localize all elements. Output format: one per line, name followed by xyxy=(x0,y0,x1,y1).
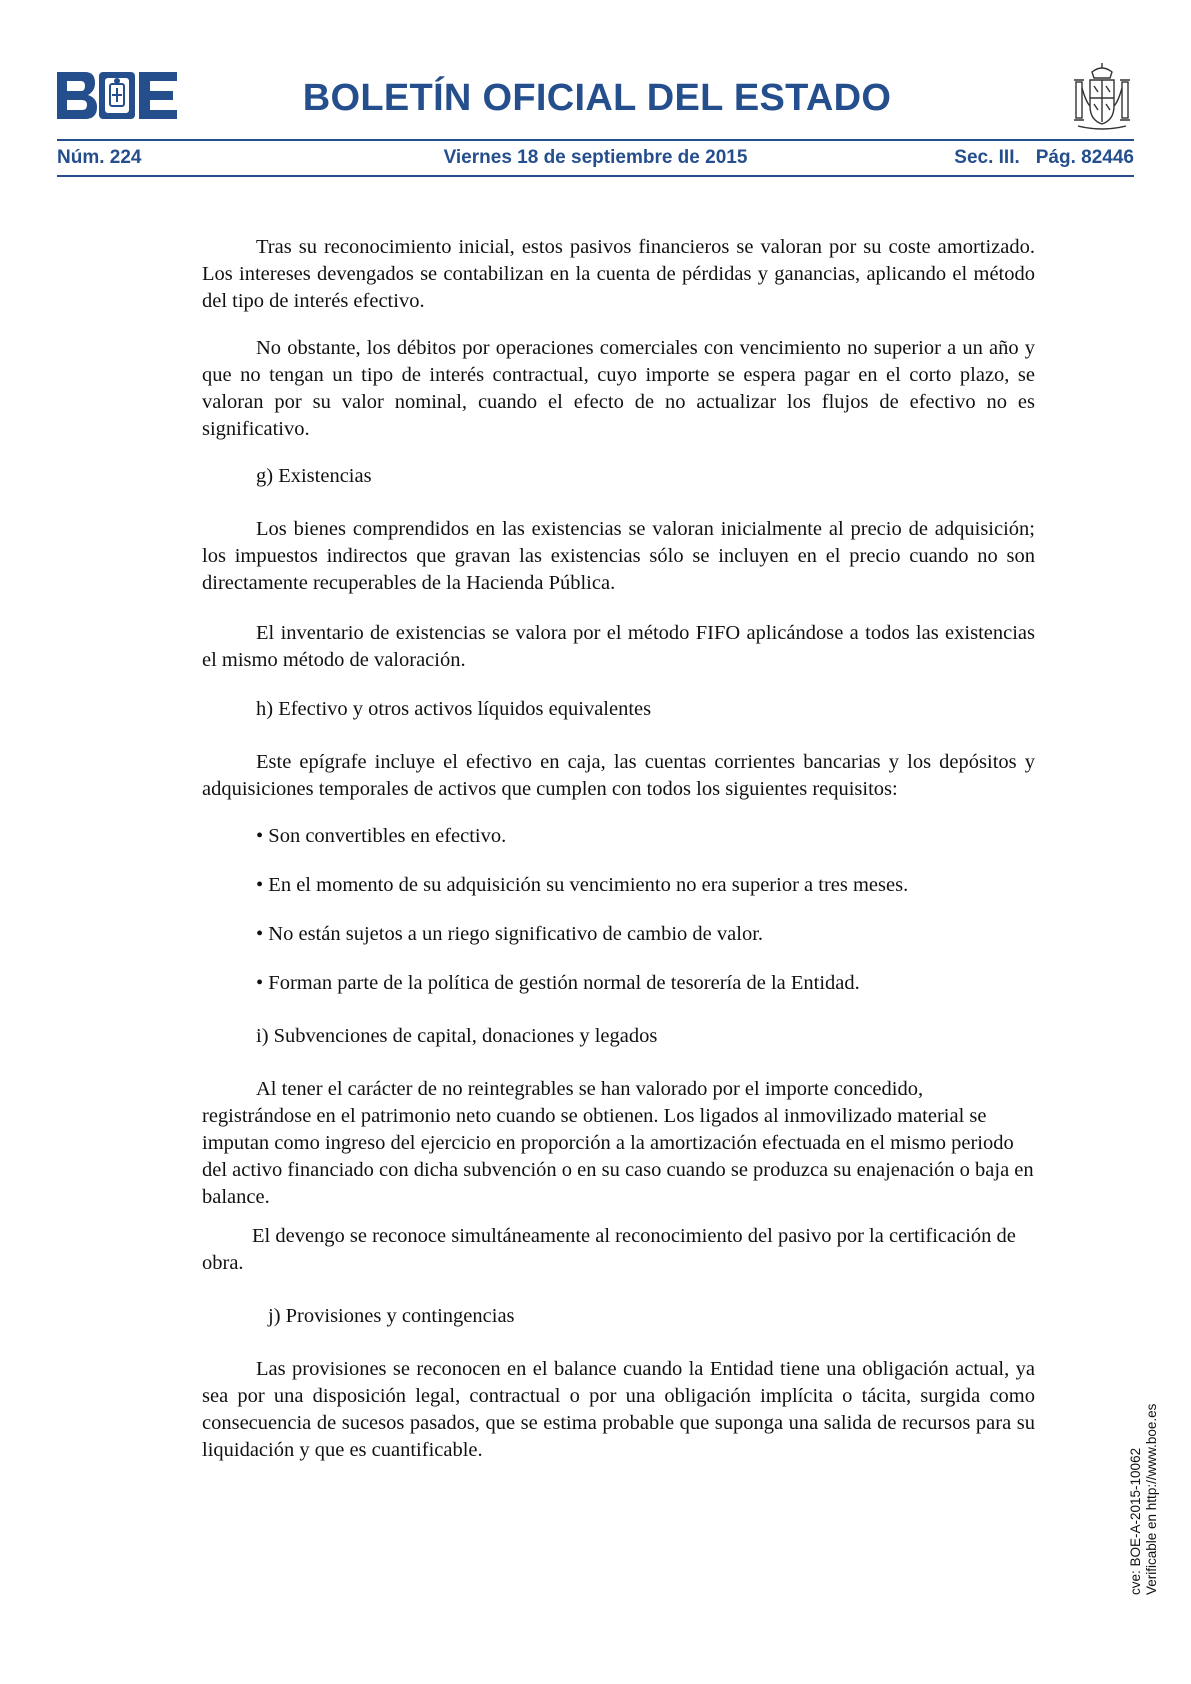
section-heading-j: j) Provisiones y contingencias xyxy=(268,1305,515,1327)
paragraph: Este epígrafe incluye el efectivo en caja, las cuentas corrientes bancarias y los depósitos y adquisiciones temporales de activos que cumplen con todos los siguientes requisitos: xyxy=(202,751,1035,800)
section-heading-h: h) Efectivo y otros activos líquidos equivalentes xyxy=(256,698,652,720)
page-header xyxy=(57,68,1134,180)
section-page xyxy=(938,145,1134,171)
boe-logo xyxy=(57,72,177,119)
list-item: • Son convertibles en efectivo. xyxy=(256,825,507,847)
coat-of-arms-icon xyxy=(1070,62,1134,132)
document-body xyxy=(202,234,1035,1464)
section-label: Sec. III. xyxy=(954,147,1020,168)
list-item: • Forman parte de la política de gestión normal de tesorería de la Entidad. xyxy=(256,972,860,994)
section-heading-i: i) Subvenciones de capital, donaciones y legados xyxy=(256,1025,658,1047)
section-heading-g: g) Existencias xyxy=(256,465,372,487)
issue-date: Viernes 18 de septiembre de 2015 xyxy=(443,147,748,168)
header-rule-top xyxy=(57,139,1134,141)
paragraph: Las provisiones se reconocen en el balance cuando la Entidad tiene una obligación actual, ya sea por una disposición legal, contractual o por una obligación implícita o tácita, surgida como consecuencia de sucesos pasados, que se estima probable que suponga una salida de recursos para su liquidación y que es cuantificable. xyxy=(202,1358,1035,1461)
list-item: • No están sujetos a un riego significativo de cambio de valor. xyxy=(256,923,764,945)
paragraph: Tras su reconocimiento inicial, estos pasivos financieros se valoran por su coste amortizado. Los intereses devengados se contabilizan en la cuenta de pérdidas y ganancias, aplicando el método del tipo de interés efectivo. xyxy=(202,236,1035,312)
verification-url: Verificable en http://www.boe.es xyxy=(1144,1403,1159,1595)
paragraph: No obstante, los débitos por operaciones comerciales con vencimiento no superior a un año y que no tengan un tipo de interés contractual, cuyo importe se espera pagar en el corto plazo, se valoran por su valor nominal, cuando el efecto de no actualizar los flujos de efectivo no es significativo. xyxy=(202,337,1035,440)
issue-number: Núm. 224 xyxy=(57,147,142,168)
paragraph: Los bienes comprendidos en las existencias se valoran inicialmente al precio de adquisición; los impuestos indirectos que gravan las existencias sólo se incluyen en el precio cuando no son directamente recuperables de la Hacienda Pública. xyxy=(202,518,1035,594)
page-title: BOLETÍN OFICIAL DEL ESTADO xyxy=(302,77,892,119)
list-item: • En el momento de su adquisición su vencimiento no era superior a tres meses. xyxy=(256,874,909,896)
paragraph: El devengo se reconoce simultáneamente al reconocimiento del pasivo por la certificación de obra. xyxy=(202,1225,1016,1274)
header-rule-bottom xyxy=(57,175,1134,177)
cve-code: cve: BOE-A-2015-10062 xyxy=(1128,1447,1143,1595)
page-number: Pág. 82446 xyxy=(1035,147,1134,168)
paragraph: Al tener el carácter de no reintegrables se han valorado por el importe concedido, registrándose en el patrimonio neto cuando se obtienen. Los ligados al inmovilizado material se imputan como ingreso del ejercicio en proporción a la amortización efectuada en el mismo periodo del activo financiado con dicha subvención o en su caso cuando se produzca su enajenación o baja en balance. xyxy=(202,1078,1034,1208)
paragraph: El inventario de existencias se valora por el método FIFO aplicándose a todos las existencias el mismo método de valoración. xyxy=(202,622,1035,671)
